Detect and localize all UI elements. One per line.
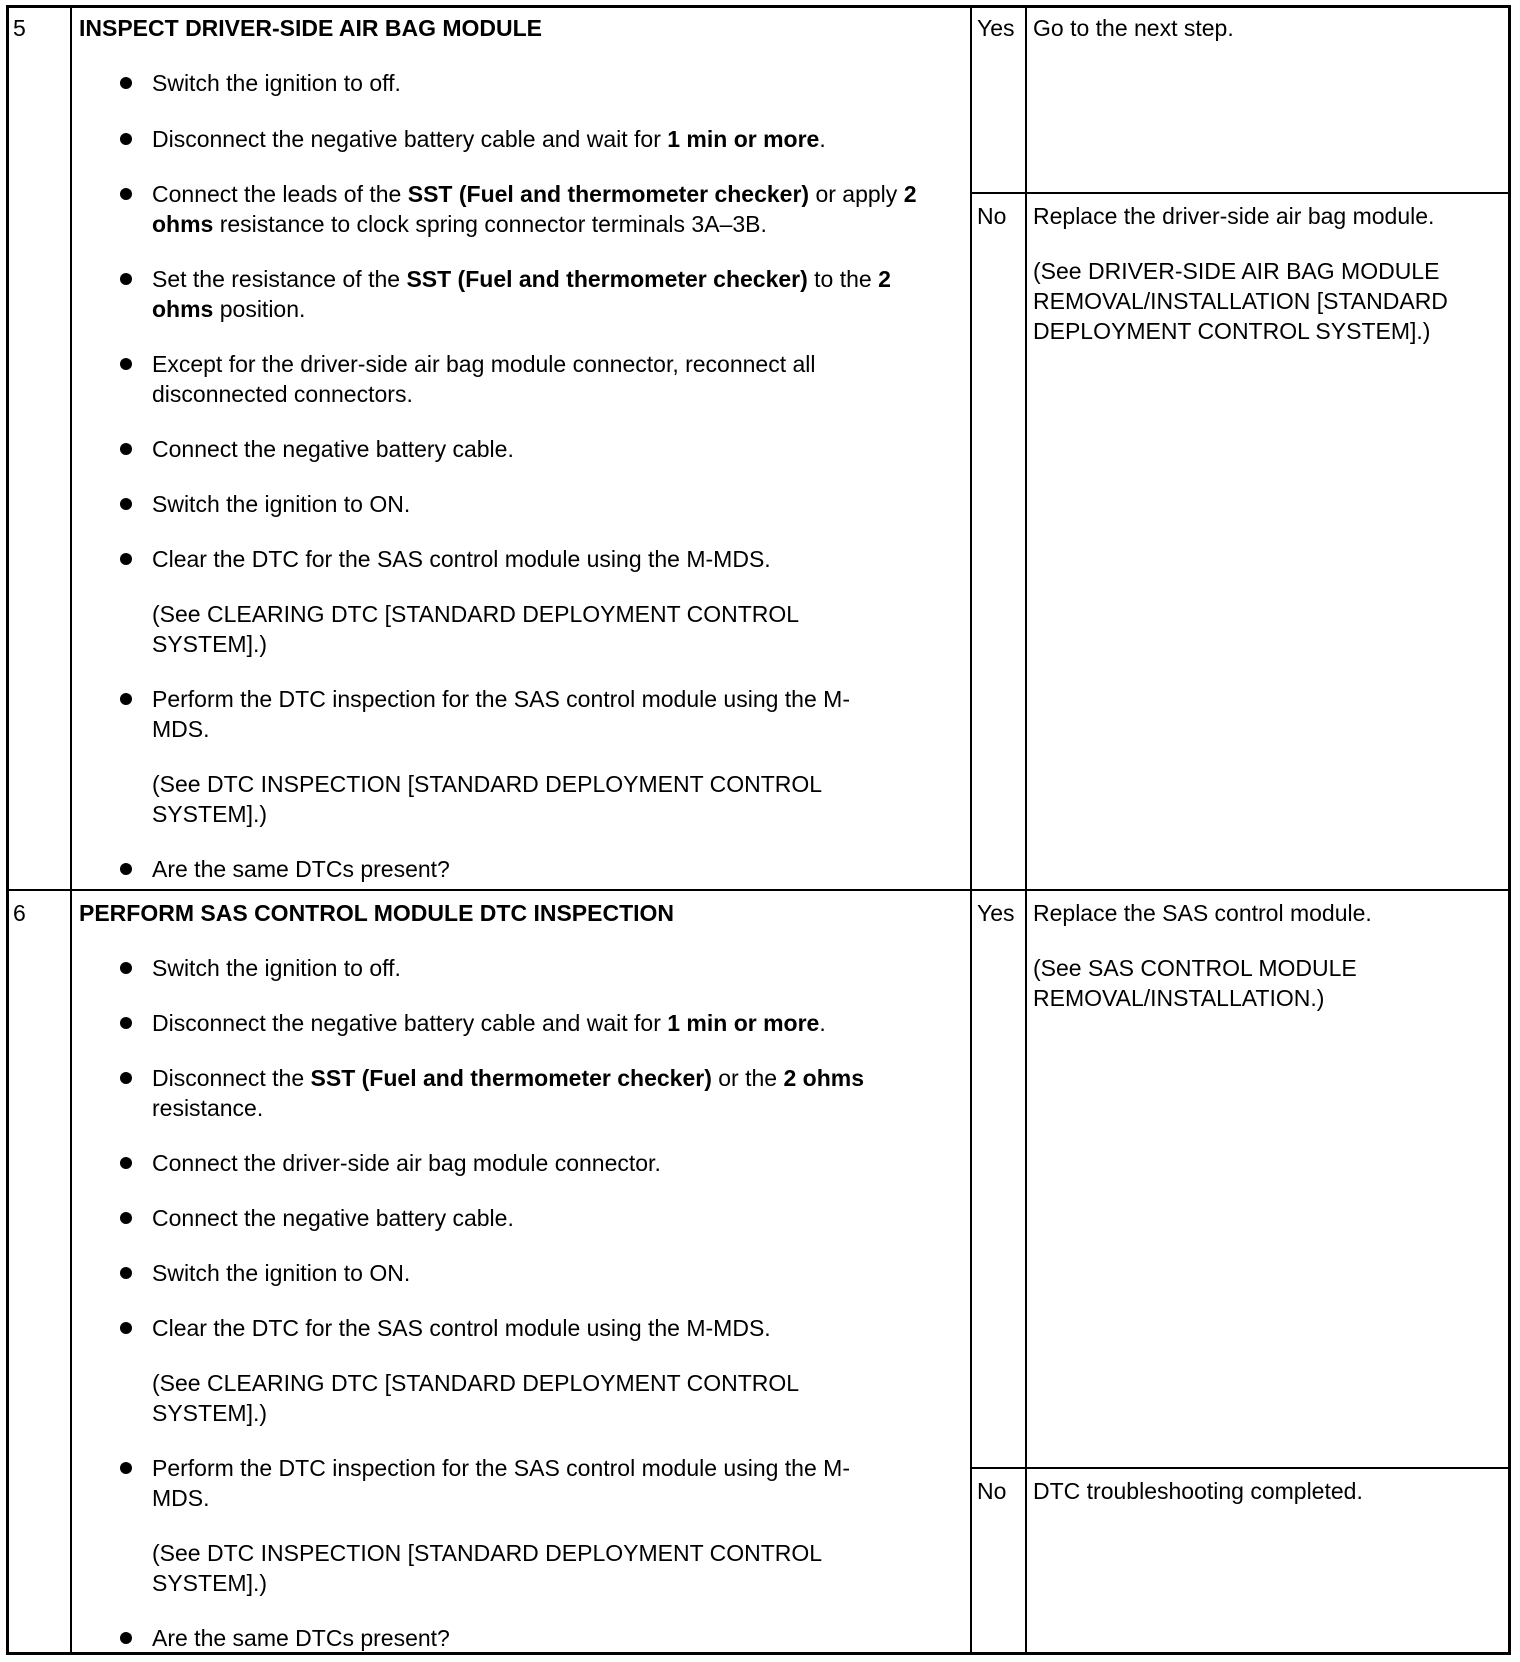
bullet-icon xyxy=(120,1322,132,1334)
bullet-icon xyxy=(120,863,132,875)
table-border-top xyxy=(6,5,1510,8)
bullet-icon xyxy=(120,77,132,89)
result-action: DTC troubleshooting completed. xyxy=(1033,1478,1363,1504)
step-instruction: Switch the ignition to off. xyxy=(152,955,401,981)
bullet-icon xyxy=(120,962,132,974)
bullet-icon xyxy=(120,133,132,145)
reference-note: (See CLEARING DTC [STANDARD DEPLOYMENT CONTROL SYSTEM].) xyxy=(152,1370,799,1426)
row-divider-step5-yes-no xyxy=(970,192,1510,194)
bullet-icon xyxy=(120,1632,132,1644)
answer-no: No xyxy=(977,203,1007,229)
step-title: INSPECT DRIVER-SIDE AIR BAG MODULE xyxy=(79,15,543,41)
column-divider-number xyxy=(70,5,72,1655)
step-number: 5 xyxy=(13,15,26,41)
bullet-icon xyxy=(120,273,132,285)
reference-note: (See SAS CONTROL MODULE REMOVAL/INSTALLATION.) xyxy=(1033,955,1357,1011)
bullet-icon xyxy=(120,1462,132,1474)
step-instruction: Perform the DTC inspection for the SAS control module using the M-MDS. xyxy=(152,686,850,742)
result-action: Replace the driver-side air bag module. xyxy=(1033,203,1435,229)
step-title: PERFORM SAS CONTROL MODULE DTC INSPECTION xyxy=(79,900,675,926)
bullet-icon xyxy=(120,1157,132,1169)
table-border-right xyxy=(1508,5,1511,1655)
step-instruction: Switch the ignition to ON. xyxy=(152,1260,411,1286)
bullet-icon xyxy=(120,1212,132,1224)
step-instruction: Set the resistance of the SST (Fuel and thermometer checker) to the 2 ohms position. xyxy=(152,266,891,322)
bullet-icon xyxy=(120,693,132,705)
answer-yes: Yes xyxy=(977,900,1015,926)
result-action: Replace the SAS control module. xyxy=(1033,900,1372,926)
step-instruction: Connect the driver-side air bag module connector. xyxy=(152,1150,661,1176)
step-instruction: Are the same DTCs present? xyxy=(152,1625,450,1651)
step-instruction: Switch the ignition to off. xyxy=(152,70,401,96)
bullet-icon xyxy=(120,498,132,510)
bullet-icon xyxy=(120,358,132,370)
bullet-icon xyxy=(120,1072,132,1084)
step-number: 6 xyxy=(13,900,26,926)
bullet-icon xyxy=(120,1017,132,1029)
table-border-left xyxy=(6,5,9,1655)
step-instruction: Are the same DTCs present? xyxy=(152,856,450,882)
step-instruction: Switch the ignition to ON. xyxy=(152,491,411,517)
bullet-icon xyxy=(120,188,132,200)
row-divider-step6-yes-no xyxy=(970,1467,1510,1469)
reference-note: (See DTC INSPECTION [STANDARD DEPLOYMENT CONTROL SYSTEM].) xyxy=(152,771,822,827)
step-instruction: Perform the DTC inspection for the SAS control module using the M-MDS. xyxy=(152,1455,850,1511)
step-instruction: Disconnect the negative battery cable and wait for 1 min or more. xyxy=(152,126,826,152)
step-instruction: Connect the leads of the SST (Fuel and thermometer checker) or apply 2 ohms resistance to clock spring connector terminals 3A–3B. xyxy=(152,181,917,237)
step-instruction: Connect the negative battery cable. xyxy=(152,436,514,462)
reference-note: (See DTC INSPECTION [STANDARD DEPLOYMENT CONTROL SYSTEM].) xyxy=(152,1540,822,1596)
answer-no: No xyxy=(977,1478,1007,1504)
column-divider-result xyxy=(970,5,972,1655)
bullet-icon xyxy=(120,1267,132,1279)
step-instruction: Connect the negative battery cable. xyxy=(152,1205,514,1231)
step-instruction: Disconnect the SST (Fuel and thermometer checker) or the 2 ohms resistance. xyxy=(152,1065,865,1121)
column-divider-action xyxy=(1025,5,1027,1655)
bullet-icon xyxy=(120,443,132,455)
step-instruction: Except for the driver-side air bag module connector, reconnect all disconnected connectors. xyxy=(152,351,816,407)
row-divider-step xyxy=(6,889,1510,891)
answer-yes: Yes xyxy=(977,15,1015,41)
bullet-icon xyxy=(120,553,132,565)
reference-note: (See DRIVER-SIDE AIR BAG MODULE REMOVAL/INSTALLATION [STANDARD DEPLOYMENT CONTROL SYSTEM].) xyxy=(1033,258,1448,344)
step-instruction: Disconnect the negative battery cable and wait for 1 min or more. xyxy=(152,1010,826,1036)
reference-note: (See CLEARING DTC [STANDARD DEPLOYMENT CONTROL SYSTEM].) xyxy=(152,601,799,657)
step-instruction: Clear the DTC for the SAS control module using the M-MDS. xyxy=(152,1315,771,1341)
result-action: Go to the next step. xyxy=(1033,15,1234,41)
step-instruction: Clear the DTC for the SAS control module using the M-MDS. xyxy=(152,546,771,572)
